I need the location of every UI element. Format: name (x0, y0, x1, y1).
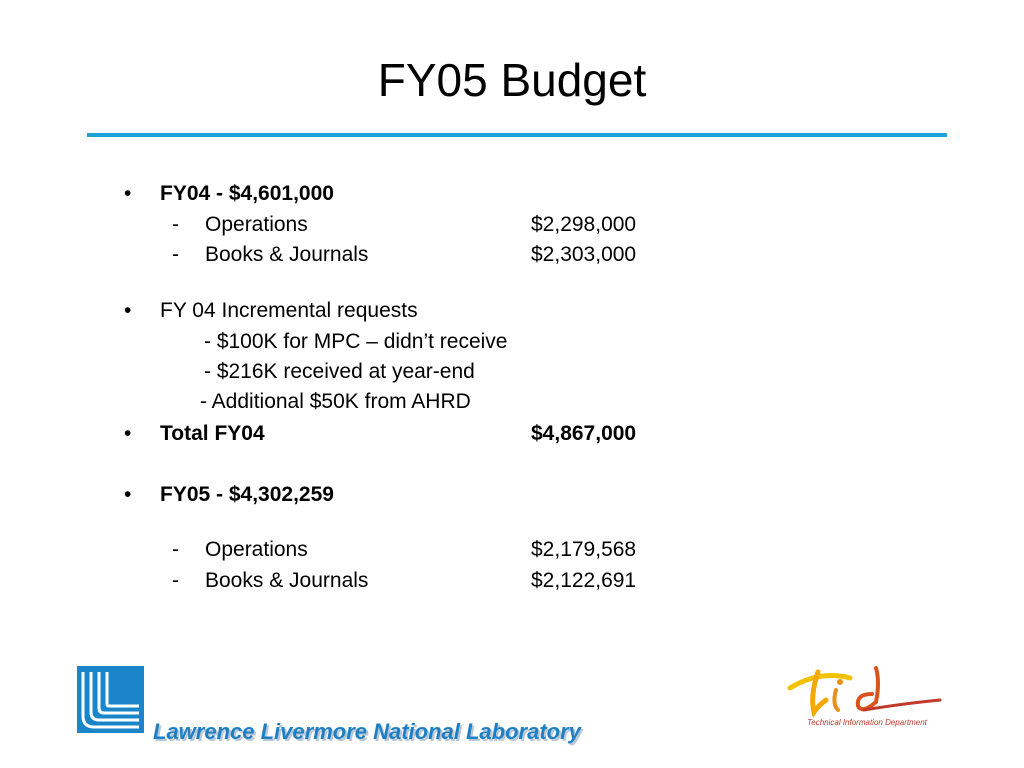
incremental-item-ahrd: - Additional $50K from AHRD (200, 390, 471, 413)
fy04-operations-label: Operations (205, 213, 308, 236)
dash-marker: - (172, 538, 179, 561)
llnl-logo-icon (77, 666, 144, 733)
bullet-marker: • (124, 422, 132, 445)
fy05-operations-label: Operations (205, 538, 308, 561)
total-fy04-value: $4,867,000 (531, 422, 637, 445)
fy04-books-value: $2,303,000 (531, 243, 637, 266)
bullet-marker: • (124, 182, 132, 205)
lab-name: Lawrence Livermore National Laboratory (153, 719, 581, 744)
tid-logo-mark (780, 660, 950, 724)
fy04-books-label: Books & Journals (205, 243, 369, 266)
incremental-item-mpc: - $100K for MPC – didn’t receive (204, 330, 508, 353)
fy05-books-label: Books & Journals (205, 569, 369, 592)
fy05-operations-value: $2,179,568 (531, 538, 637, 561)
tid-caption: Technical Information Department (807, 718, 927, 727)
fy04-heading: FY04 - $4,601,000 (160, 182, 334, 205)
llnl-logo-mark (77, 666, 144, 733)
tid-logo-icon (780, 660, 950, 724)
dash-marker: - (172, 569, 179, 592)
title-divider (87, 133, 947, 137)
bullet-marker: • (124, 483, 132, 506)
dash-marker: - (172, 243, 179, 266)
dash-marker: - (172, 213, 179, 236)
fy04-operations-value: $2,298,000 (531, 213, 637, 236)
total-fy04-label: Total FY04 (160, 422, 265, 445)
fy05-books-value: $2,122,691 (531, 569, 637, 592)
incremental-item-year-end: - $216K received at year-end (204, 360, 475, 383)
bullet-marker: • (124, 299, 132, 322)
slide-title: FY05 Budget (377, 54, 647, 106)
fy05-heading: FY05 - $4,302,259 (160, 483, 334, 506)
incremental-heading: FY 04 Incremental requests (160, 299, 418, 322)
